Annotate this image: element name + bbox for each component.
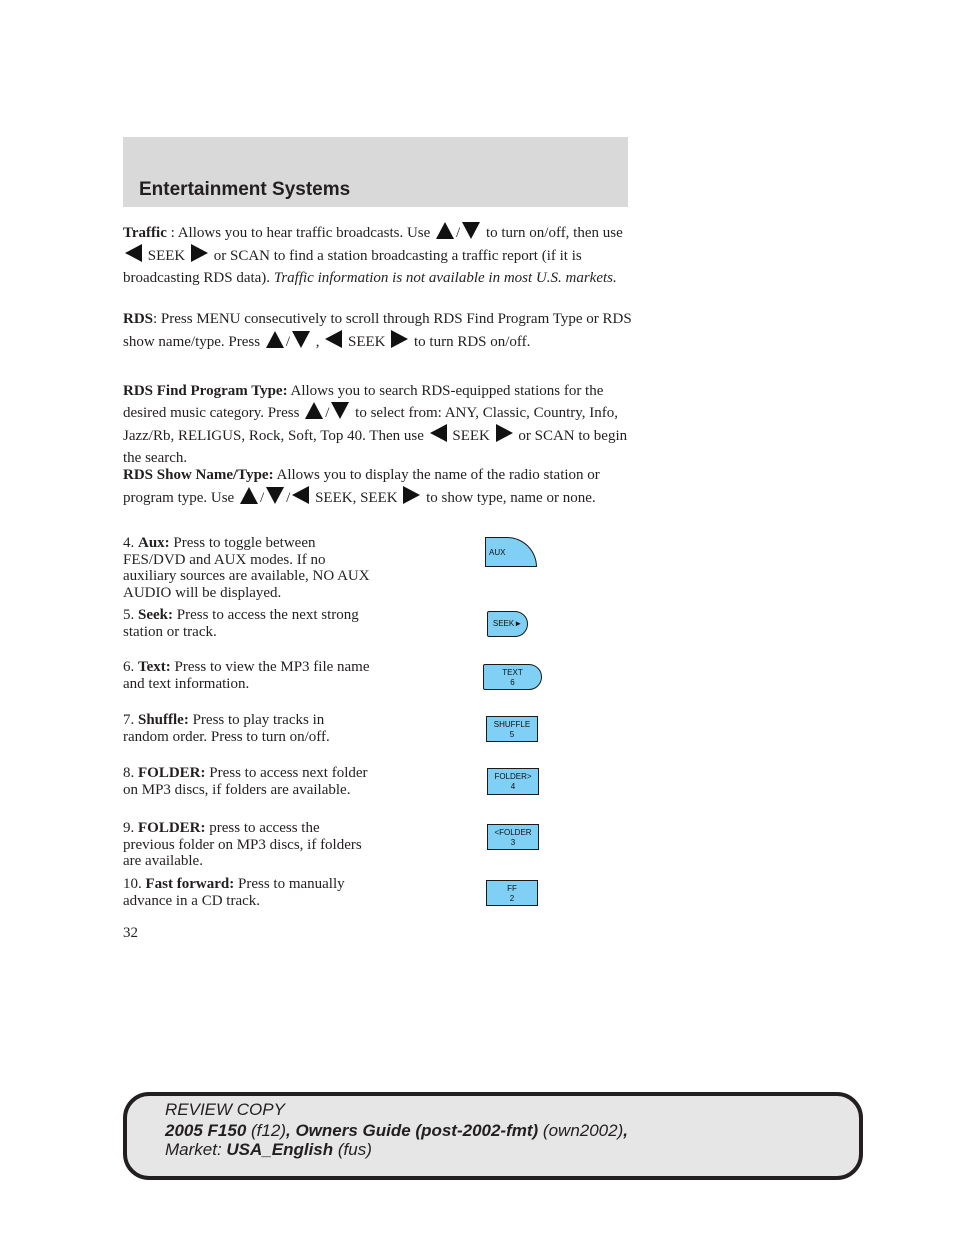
footer-market: USA_English: [226, 1140, 334, 1159]
review-footer: [123, 1092, 863, 1180]
seek-button: [487, 611, 528, 637]
rds-show-paragraph: [123, 464, 633, 509]
down-arrow-icon: [292, 331, 310, 348]
text-button-label: TEXT: [502, 668, 523, 677]
slash: /: [456, 225, 461, 241]
traffic-paragraph: [123, 222, 633, 289]
rds-find-text-3: or SCAN to begin the search.: [123, 428, 628, 466]
down-arrow-icon: [462, 222, 480, 239]
folder-prev-button: [487, 824, 539, 850]
traffic-text-2: to turn on/off, then use: [482, 225, 623, 241]
seek-label: SEEK: [344, 334, 390, 350]
item-text: Press to play tracks in random order. Press to turn on/off.: [123, 712, 330, 745]
traffic-note: Traffic information is not available in most U.S. markets.: [273, 270, 617, 286]
rds-text-1: : Press MENU consecutively to scroll through RDS Find Program Type or RDS show name/type. Press: [123, 311, 632, 350]
item-label: FOLDER:: [138, 820, 206, 836]
seek-right-icon: [403, 486, 420, 504]
rds-show-text-2: to show type, name or none.: [422, 490, 596, 506]
up-arrow-icon: [436, 222, 454, 239]
comma: ,: [312, 334, 324, 350]
up-arrow-icon: [266, 331, 284, 348]
folder-next-number: 4: [510, 782, 516, 791]
item-label: Aux:: [138, 535, 170, 551]
footer-market-line: [165, 1140, 372, 1159]
seek-arrow-icon: ►: [514, 619, 523, 628]
rds-paragraph: [123, 308, 633, 353]
section-header-band: [123, 137, 628, 207]
ff-button: [486, 880, 538, 906]
shuffle-button-number: 5: [509, 730, 515, 739]
seek-label: SEEK: [448, 428, 494, 444]
text-button-number: 6: [510, 678, 515, 687]
item-number: 7.: [123, 712, 138, 728]
item-number: 5.: [123, 607, 138, 623]
chevron-right-icon: >: [526, 772, 532, 781]
item-number: 8.: [123, 765, 138, 781]
shuffle-button: [486, 716, 538, 742]
footer-separator: ,: [623, 1121, 628, 1140]
item-folder-next: [123, 765, 373, 798]
footer-guide-code: (own2002): [538, 1121, 624, 1140]
footer-model-code: (f12): [246, 1121, 286, 1140]
item-seek: [123, 607, 373, 640]
folder-prev-label: FOLDER: [499, 828, 532, 837]
shuffle-button-label: SHUFFLE: [493, 720, 531, 729]
item-folder-prev: [123, 820, 373, 870]
rds-find-text-1: Allows you to search RDS-equipped stations for the desired music category. Press: [123, 383, 604, 421]
seek-left-icon: [430, 424, 447, 442]
page-number: 32: [123, 925, 138, 941]
footer-market-code: (fus): [333, 1140, 372, 1159]
rds-find-label: RDS Find Program Type:: [123, 383, 288, 399]
aux-button-label: AUX: [489, 548, 506, 557]
ff-button-label: FF: [507, 884, 517, 893]
folder-next-button: [487, 768, 539, 795]
down-arrow-icon: [331, 402, 349, 419]
up-arrow-icon: [240, 487, 258, 504]
seek-left-icon: [292, 486, 309, 504]
item-fast-forward: [123, 876, 373, 909]
footer-model: 2005 F150: [165, 1121, 247, 1140]
rds-label: RDS: [123, 311, 154, 327]
item-label: Text:: [138, 659, 171, 675]
rds-show-text-1: Allows you to display the name of the radio station or program type. Use: [123, 467, 600, 506]
seek-left-icon: [325, 330, 342, 348]
item-number: 9.: [123, 820, 138, 836]
footer-separator: ,: [285, 1121, 296, 1140]
item-text: press to access the previous folder on MP3 discs, if folders are available.: [123, 820, 362, 869]
footer-market-label: Market:: [165, 1140, 227, 1159]
item-number: 4.: [123, 535, 138, 551]
traffic-label: Traffic: [123, 225, 167, 241]
item-text: [123, 659, 373, 692]
seek-button-label: SEEK: [492, 619, 515, 628]
traffic-text-3: or SCAN to find a station broadcasting a traffic report (if it is broadcasting RDS data).: [123, 248, 582, 286]
item-label: Shuffle:: [138, 712, 189, 728]
ff-button-number: 2: [509, 894, 515, 903]
slash: /: [286, 490, 291, 506]
seek-right-icon: [496, 424, 513, 442]
seek-right-icon: [191, 244, 208, 262]
item-label: Fast forward:: [145, 876, 235, 892]
down-arrow-icon: [266, 487, 284, 504]
item-aux: [123, 535, 373, 601]
footer-guide: Owners Guide (post-2002-fmt): [295, 1121, 539, 1140]
aux-button: [485, 537, 537, 567]
slash: /: [285, 334, 290, 350]
rds-find-paragraph: [123, 380, 633, 469]
item-text: Press to access next folder on MP3 discs, if folders are available.: [123, 765, 368, 798]
folder-prev-number: 3: [510, 838, 516, 847]
item-text: Press to manually advance in a CD track.: [123, 876, 345, 909]
item-label: Seek:: [138, 607, 173, 623]
seek-right-icon: [391, 330, 408, 348]
item-text: Press to access the next strong station or track.: [123, 607, 359, 640]
text-button: [483, 664, 542, 690]
item-text: Press to view the MP3 file name and text information.: [123, 659, 370, 692]
rds-text-2: to turn RDS on/off.: [410, 334, 531, 350]
seek-label: SEEK: [144, 248, 189, 264]
item-shuffle: [123, 712, 373, 745]
section-title: Entertainment Systems: [139, 179, 351, 200]
up-arrow-icon: [305, 402, 323, 419]
seek-left-icon: [125, 244, 142, 262]
item-number: 10.: [123, 876, 146, 892]
review-copy-label: REVIEW COPY: [165, 1100, 285, 1119]
item-label: FOLDER:: [138, 765, 206, 781]
folder-next-label: FOLDER: [494, 772, 527, 781]
traffic-text-1: : Allows you to hear traffic broadcasts. Use: [166, 225, 435, 241]
chevron-left-icon: <: [494, 828, 500, 837]
seek-label: SEEK, SEEK: [311, 490, 402, 506]
rds-find-text-2: to select from: ANY, Classic, Country, Info, Jazz/Rb, RELIGUS, Rock, Soft, Top 40. Then use: [123, 405, 619, 444]
slash: /: [325, 405, 330, 421]
footer-guide-line: [165, 1121, 628, 1140]
item-text: Press to toggle between FES/DVD and AUX modes. If no auxiliary sources are available, NO AUX AUDIO will be displayed.: [123, 535, 370, 601]
slash: /: [259, 490, 265, 506]
item-number: 6.: [123, 659, 138, 675]
rds-show-label: RDS Show Name/Type:: [123, 467, 274, 483]
